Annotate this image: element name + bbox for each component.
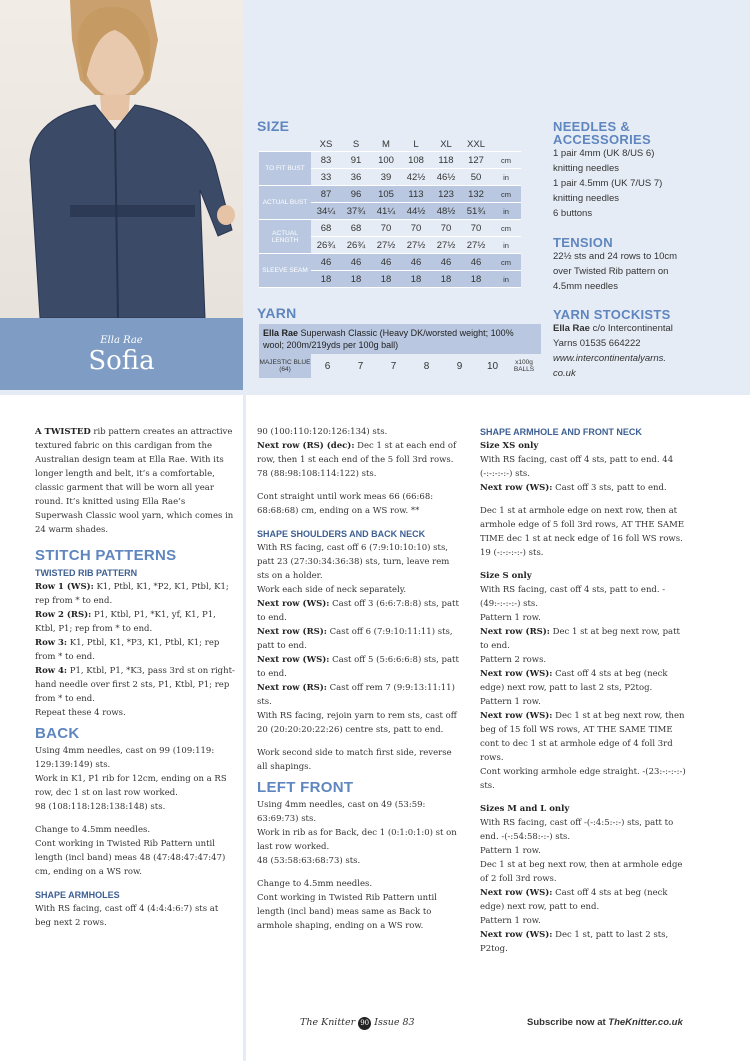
tension-line: 22½ sts and 24 rows to 10cm [553, 251, 678, 262]
model-photo [0, 0, 243, 318]
size-row [259, 220, 521, 237]
size-value: 100 [371, 152, 401, 169]
size-value: 91 [341, 152, 371, 169]
size-col: S [341, 137, 371, 152]
size-ml-heading: Sizes M and L only [480, 804, 570, 814]
size-col: XS [311, 137, 341, 152]
column-1 [35, 425, 235, 930]
stockist-line: Yarns 01535 664222 [553, 338, 641, 349]
stitch-row: Row 2 (RS): P1, Ktbl, P1, *K1, yf, K1, P1, Ktbl, P1; rep from * to end. [35, 610, 216, 634]
size-value: 44½ [401, 203, 431, 220]
size-row [259, 186, 521, 203]
size-value: 113 [401, 186, 431, 203]
tension-heading: TENSION [553, 235, 613, 250]
size-value: 70 [461, 220, 491, 237]
needles-line: 1 pair 4.5mm (UK 7/US 7) [553, 178, 663, 189]
size-value: 46 [311, 254, 341, 271]
size-value: 70 [371, 220, 401, 237]
stockists-heading: YARN STOCKISTS [553, 307, 671, 322]
stockist-url[interactable]: co.uk [553, 368, 576, 379]
size-value: 27½ [431, 237, 461, 254]
size-value: 18 [311, 271, 341, 288]
size-row-label: ACTUAL BUST [259, 186, 311, 220]
stockist-line: c/o Intercontinental [592, 323, 673, 334]
shoulders-heading: SHAPE SHOULDERS AND BACK NECK [257, 529, 426, 539]
size-unit: in [491, 203, 521, 220]
size-s-heading: Size S only [480, 571, 532, 581]
size-row-label: TO FIT BUST [259, 152, 311, 186]
size-unit: cm [491, 220, 521, 237]
stitch-row: Row 4: P1, Ktbl, P1, *K3, pass 3rd st on right-hand needle over first 2 sts, P1, Ktbl, P1; rep from * to end. [35, 666, 235, 704]
site-link[interactable]: TheKnitter.co.uk [608, 1017, 683, 1028]
back-heading: BACK [35, 725, 80, 742]
size-value: 105 [371, 186, 401, 203]
size-value: 33 [311, 169, 341, 186]
column-3: SHAPE ARMHOLE AND FRONT NECK Size XS only With RS facing, cast off 4 sts, patt to end. 44 (-:-:-:-:-) sts. Next row (WS): Cast off 3 sts, patt to end. Dec 1 st at armhole edge on next row, then at armhole edge of 5 foll 3rd rows, AT THE SAME TIME dec 1 st at neck edge of 16 foll WS rows. 19 (-:-:-:-:-) sts. Size S only With RS facing, cast off 4 sts, patt to end. -(49:-:-:-:-) sts. Pattern 1 row. Next row (RS): Dec 1 st at beg next row, patt to end. Pattern 2 rows. Next row (WS): Cast off 4 sts at beg (neck edge) next row, patt to last 2 sts, P2tog. Pattern 1 row. Next row (WS): Dec 1 st at beg next row, then beg of 15 foll WS rows, AT THE SAME TIME cont to dec 1 st at armhole edge of 4 foll 3rd rows. Cont working armhole edge straight. -(23:-:-:-:-) sts. Sizes M and L only With RS facing, cast off -(-:4:5:-:-) sts, patt to end. -(-:54:58:-:-) sts. Pattern 1 row. Dec 1 st at beg next row, then at armhole edge of 2 foll 3rd rows. Next row (WS): Cast off 4 sts at beg (neck edge) next row, patt to end. Pattern 1 row. Next row (WS): Dec 1 st, patt to last 2 sts, P2tog. [480, 425, 690, 956]
tension-section [553, 236, 743, 294]
size-value: 46 [341, 254, 371, 271]
size-value: 46 [401, 254, 431, 271]
tension-line: over Twisted Rib pattern on [553, 266, 669, 277]
size-col: M [371, 137, 401, 152]
stitch-heading: STITCH PATTERNS [35, 547, 177, 564]
size-value: 39 [371, 169, 401, 186]
column-divider [243, 0, 246, 1061]
size-value: 87 [311, 186, 341, 203]
size-value: 42½ [401, 169, 431, 186]
stitch-repeat: Repeat these 4 rows. [35, 708, 126, 718]
size-value: 27½ [371, 237, 401, 254]
size-col: XL [431, 137, 461, 152]
size-value: 18 [341, 271, 371, 288]
size-xs-heading: Size XS only [480, 441, 539, 451]
needles-section [553, 120, 743, 221]
back-text: Change to 4.5mm needles. [35, 825, 151, 835]
size-value: 118 [431, 152, 461, 169]
back-text: Using 4mm needles, cast on 99 (109:119: 129:139:149) sts. [35, 746, 215, 770]
size-value: 46 [461, 254, 491, 271]
page-number: 90 [358, 1017, 371, 1030]
back-text: Work in K1, P1 rib for 12cm, ending on a RS row, dec 1 st on last row worked. [35, 774, 227, 798]
tension-line: 4.5mm needles [553, 281, 618, 292]
yarn-balls: 10 [486, 360, 499, 372]
designer-brand: Ella Rae [100, 335, 143, 346]
size-unit: in [491, 169, 521, 186]
size-unit: cm [491, 152, 521, 169]
size-header-row [259, 137, 521, 152]
yarn-description [259, 324, 541, 354]
size-value: 18 [431, 271, 461, 288]
yarn-balls: 7 [357, 360, 364, 372]
yarn-shade: MAJESTIC BLUE (64) [259, 354, 311, 378]
stockist-url[interactable]: www.intercontinentalyarns. [553, 353, 666, 364]
yarn-desc: Superwash Classic (Heavy DK/worsted weight; 100% wool; 200m/219yds per 100g ball) [263, 328, 514, 350]
size-unit: in [491, 271, 521, 288]
yarn-table [259, 354, 539, 378]
back-text: Cont working in Twisted Rib Pattern until length (incl band) meas 48 (47:48:47:47:47) cm, ending on a WS row. [35, 839, 226, 877]
size-heading: SIZE [257, 118, 290, 134]
size-value: 36 [341, 169, 371, 186]
yarn-balls: 7 [390, 360, 397, 372]
armhole-neck-heading: SHAPE ARMHOLE AND FRONT NECK [480, 427, 642, 437]
size-value: 41¼ [371, 203, 401, 220]
needles-heading: NEEDLES & ACCESSORIES [553, 119, 651, 147]
stockist-brand: Ella Rae [553, 323, 590, 334]
left-front-heading: LEFT FRONT [257, 779, 354, 796]
yarn-balls: 6 [324, 360, 331, 372]
size-value: 108 [401, 152, 431, 169]
size-value: 68 [341, 220, 371, 237]
size-row [259, 152, 521, 169]
size-value: 96 [341, 186, 371, 203]
size-value: 70 [401, 220, 431, 237]
intro-text: A TWISTED rib pattern creates an attractive textured fabric on this cardigan from the Australian design team at Ella Rae. With its longer length and belt, it’s a comfortable, classic garment that will be worn all year round. It’s knitted using Ella Rae’s Superwash Classic wool yarn, which comes in 24 warm shades. [35, 427, 234, 535]
size-value: 46 [371, 254, 401, 271]
stitch-row: Row 1 (WS): K1, Ptbl, K1, *P2, K1, Ptbl, K1; rep from * to end. [35, 582, 229, 606]
stockists-section [553, 308, 743, 381]
size-value: 70 [431, 220, 461, 237]
size-value: 18 [461, 271, 491, 288]
pattern-title: Sofia [88, 346, 155, 376]
armholes-heading: SHAPE ARMHOLES [35, 890, 120, 900]
size-value: 68 [311, 220, 341, 237]
size-row [259, 254, 521, 271]
size-value: 34¼ [311, 203, 341, 220]
size-value: 26¾ [341, 237, 371, 254]
size-unit: cm [491, 254, 521, 271]
size-value: 48½ [431, 203, 461, 220]
size-value: 37¾ [341, 203, 371, 220]
needles-line: knitting needles [553, 163, 620, 174]
size-table [259, 137, 521, 288]
size-value: 50 [461, 169, 491, 186]
yarn-balls: 9 [456, 360, 463, 372]
yarn-brand: Ella Rae [263, 328, 299, 338]
size-row-label: SLEEVE SEAM [259, 254, 311, 288]
yarn-unit: x100g BALLS [513, 359, 535, 373]
size-value: 46 [431, 254, 461, 271]
size-value: 27½ [401, 237, 431, 254]
size-value: 51¾ [461, 203, 491, 220]
size-col: L [401, 137, 431, 152]
size-unit: in [491, 237, 521, 254]
size-value: 26¾ [311, 237, 341, 254]
footer-magazine: The Knitter 90 Issue 83 [300, 1017, 415, 1028]
size-value: 132 [461, 186, 491, 203]
size-col: XXL [461, 137, 491, 152]
size-value: 123 [431, 186, 461, 203]
size-value: 27½ [461, 237, 491, 254]
needles-line: knitting needles [553, 193, 620, 204]
size-value: 46½ [431, 169, 461, 186]
yarn-heading: YARN [257, 305, 297, 321]
yarn-balls: 8 [423, 360, 430, 372]
needles-line: 6 buttons [553, 208, 593, 219]
footer-subscribe[interactable]: Subscribe now at TheKnitter.co.uk [527, 1017, 683, 1028]
size-value: 83 [311, 152, 341, 169]
size-value: 18 [401, 271, 431, 288]
needles-line: 1 pair 4mm (UK 8/US 6) [553, 148, 655, 159]
size-row-label: ACTUAL LENGTH [259, 220, 311, 254]
back-text: 98 (108:118:128:138:148) sts. [35, 802, 166, 812]
column-2: 90 (100:110:120:126:134) sts. Next row (RS) (dec): Dec 1 st at each end of row, then 1 st each end of the 5 foll 3rd rows. 78 (88:98:108:114:122) sts. Cont straight until work meas 66 (66:68: 68:68:68) cm, ending on a WS row. ** SHAPE SHOULDERS AND BACK NECK With RS facing, cast off 6 (7:9:10:10:10) sts, patt 23 (27:30:34:36:38) sts, turn, leave rem sts on a holder. Work each side of neck separately. Next row (WS): Cast off 3 (6:6:7:8:8) sts, patt to end. Next row (RS): Cast off 6 (7:9:10:11:11) sts, patt to end. Next row (WS): Cast off 5 (5:6:6:6:8) sts, patt to end. Next row (RS): Cast off rem 7 (9:9:13:11:11) sts. With RS facing, rejoin yarn to rem sts, cast off 20 (20:20:20:22:26) centre sts, patt to end. Work second side to match first side, reverse all shapings. LEFT FRONT Using 4mm needles, cast on 49 (53:59: 63:69:73) sts. Work in rib as for Back, dec 1 (0:1:0:1:0) st on last row worked. 48 (53:58:63:68:73) sts. Change to 4.5mm needles. Cont working in Twisted Rib Pattern until length (incl band) meas same as Back to armhole shaping, ending on a WS row. [257, 425, 462, 933]
pattern-namebar [0, 318, 243, 390]
size-unit: cm [491, 186, 521, 203]
back-text: With RS facing, cast off 4 (4:4:4:6:7) sts at beg next 2 rows. [35, 904, 219, 928]
stitch-subheading: TWISTED RIB PATTERN [35, 568, 138, 578]
size-value: 127 [461, 152, 491, 169]
stitch-row: Row 3: K1, Ptbl, K1, *P3, K1, Ptbl, K1; rep from * to end. [35, 638, 220, 662]
size-value: 18 [371, 271, 401, 288]
